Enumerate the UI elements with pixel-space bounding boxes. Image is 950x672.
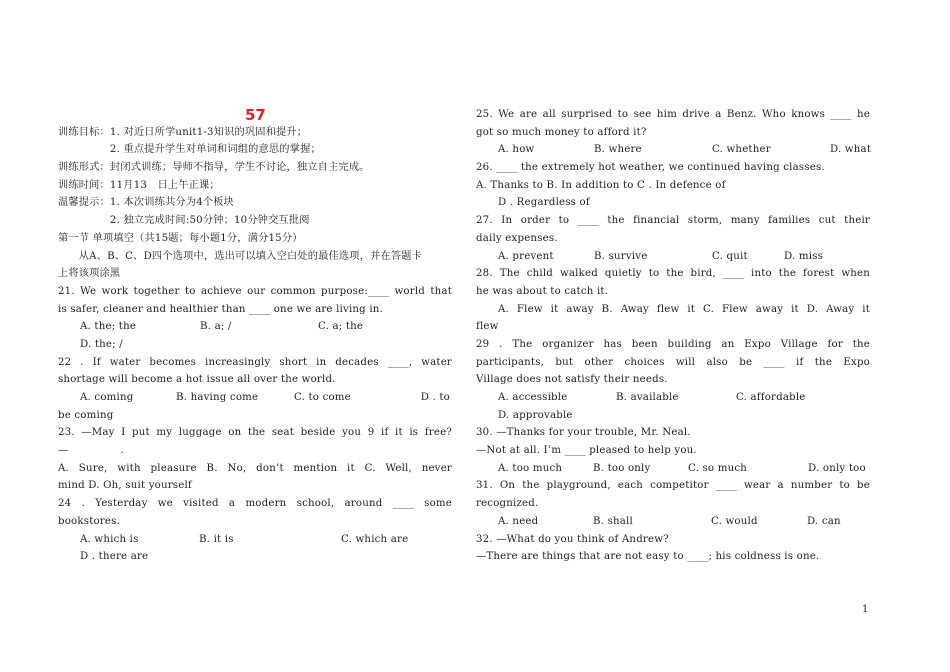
option-b: B. it is xyxy=(199,533,234,545)
question-31-line-1: 31. On the playground, each competitor ____ wear a number to be xyxy=(476,480,870,492)
question-26-options-1: A. Thanks to B. In addition to C . In defence of xyxy=(476,179,726,191)
left-column xyxy=(58,106,452,566)
option-d: D . to xyxy=(420,392,450,403)
option-d: D. miss xyxy=(784,250,824,262)
question-29-options xyxy=(476,389,870,407)
question-23-line-1: 23. —May I put my luggage on the seat beside you 9 if it is free? xyxy=(58,427,452,439)
question-24-line-2: bookstores. xyxy=(58,515,120,527)
question-22-option-d-cont: be coming xyxy=(58,409,114,421)
tip-line-1: 温馨提示：1. 本次训练共分为4个板块 xyxy=(58,197,235,209)
question-27-options xyxy=(476,248,870,266)
question-30-line-2: —Not at all. I’m ____ pleased to help you. xyxy=(476,445,697,457)
option-b: B. too only xyxy=(593,462,651,474)
option-c: C. affordable xyxy=(736,392,806,403)
question-29-line-1: 29 . The organizer has been building an Expo Village for the xyxy=(476,338,870,350)
question-30-line-1: 30. —Thanks for your trouble, Mr. Neal. xyxy=(476,427,691,439)
question-21-options xyxy=(58,318,452,336)
right-column xyxy=(476,106,870,566)
option-d: D. only too xyxy=(808,462,866,474)
question-25-line-2: got so much money to afford it? xyxy=(476,126,647,138)
option-c: C. a; the xyxy=(318,321,364,333)
option-a: A. which is xyxy=(80,533,139,545)
question-24-options xyxy=(58,531,452,549)
question-27-line-2: daily expenses. xyxy=(476,232,558,244)
training-time: 训练时间：11月13 日上午正课； xyxy=(58,179,220,191)
option-a: A. too much xyxy=(498,462,563,474)
question-31-line-2: recognized. xyxy=(476,498,539,510)
question-29-option-d: D. approvable xyxy=(498,409,573,421)
page-title: 57 xyxy=(245,106,266,124)
section-heading: 第一节 单项填空（共15题；每小题1分，满分15分） xyxy=(58,232,303,244)
question-23-line-2: — . xyxy=(58,445,124,457)
option-c: C. to come xyxy=(294,392,351,403)
option-a: A. coming xyxy=(80,392,134,403)
option-c: C. which are xyxy=(341,533,409,545)
question-23-options-1: A. Sure, with pleasure B. No, don’t mention it C. Well, never xyxy=(58,462,452,474)
question-27-line-1: 27. In order to ____ the financial storm, many families cut their xyxy=(476,215,870,227)
question-23-options-2: mind D. Oh, suit yourself xyxy=(58,480,192,492)
option-d: D. what xyxy=(830,144,872,156)
option-b: B. a; / xyxy=(200,321,232,333)
option-c: C. whether xyxy=(712,144,771,156)
question-29-line-2: participants, but other choices will also be ____ if the Expo xyxy=(476,356,870,368)
option-b: B. survive xyxy=(594,250,648,262)
option-b: B. having come xyxy=(176,392,259,403)
question-24-line-1: 24 . Yesterday we visited a modern school, around ____ some xyxy=(58,498,452,510)
option-a: A. need xyxy=(498,515,539,527)
training-goal-line-2: 2. 重点提升学生对单词和词组的意思的掌握； xyxy=(58,144,321,156)
option-a: A. the; the xyxy=(80,321,137,333)
question-25-line-1: 25. We are all surprised to see him drive a Benz. Who knows ____ he xyxy=(476,109,870,120)
question-21-line-1: 21. We work together to achieve our common purpose:____ world that xyxy=(58,285,452,297)
question-22-line-1: 22 . If water becomes increasingly short in decades ____, water xyxy=(58,356,452,368)
question-25-options xyxy=(476,141,870,159)
training-goal-line-1: 训练目标：1. 对近日所学unit1-3知识的巩固和提升； xyxy=(58,126,308,138)
question-30-options xyxy=(476,460,870,478)
question-22-options xyxy=(58,389,452,407)
training-form: 训练形式：封闭式训练；导师不指导，学生不讨论，独立自主完成。 xyxy=(58,162,370,174)
question-28-options-1: A. Flew it away B. Away flew it C. Flew away it D. Away it xyxy=(498,303,870,315)
question-28-line-2: he was about to catch it. xyxy=(476,285,609,297)
question-22-line-2: shortage will become a hot issue all over the world. xyxy=(58,374,336,386)
option-a: A. how xyxy=(498,144,535,156)
question-21-option-d: D. the; / xyxy=(80,338,123,350)
question-26-line-1: 26. ____ the extremely hot weather, we continued having classes. xyxy=(476,162,825,174)
question-32-line-2: —There are things that are not easy to ____; his coldness is one. xyxy=(476,551,820,563)
option-b: B. available xyxy=(616,392,679,403)
question-21-line-2: is safer, cleaner and healthier than ____ one we are living in. xyxy=(58,303,383,315)
option-a: A. prevent xyxy=(498,250,554,262)
question-28-line-1: 28. The child walked quietly to the bird, ____ into the forest when xyxy=(476,268,870,280)
question-26-option-d: D . Regardless of xyxy=(498,197,590,209)
page-number: 1 xyxy=(862,604,869,615)
instruction-line-2: 上将该项涂黑 xyxy=(58,268,121,280)
question-31-options xyxy=(476,513,870,531)
question-29-line-3: Village does not satisfy their needs. xyxy=(476,374,668,386)
tip-line-2: 2. 独立完成时间:50分钟；10分钟交互批阅 xyxy=(58,215,310,227)
option-c: C. so much xyxy=(688,462,747,474)
option-c: C. quit xyxy=(712,250,748,262)
option-b: B. where xyxy=(594,144,642,156)
option-a: A. accessible xyxy=(498,392,568,403)
question-28-options-2: flew xyxy=(476,321,499,333)
option-c: C. would xyxy=(711,515,758,527)
instruction-line-1: 从A、B、C、D四个选项中，选出可以填入空白处的最佳选项，并在答题卡 xyxy=(58,250,423,262)
option-b: B. shall xyxy=(593,515,633,527)
question-24-option-d: D . there are xyxy=(80,551,149,563)
option-d: D. can xyxy=(807,515,841,527)
question-32-line-1: 32. —What do you think of Andrew? xyxy=(476,533,669,545)
